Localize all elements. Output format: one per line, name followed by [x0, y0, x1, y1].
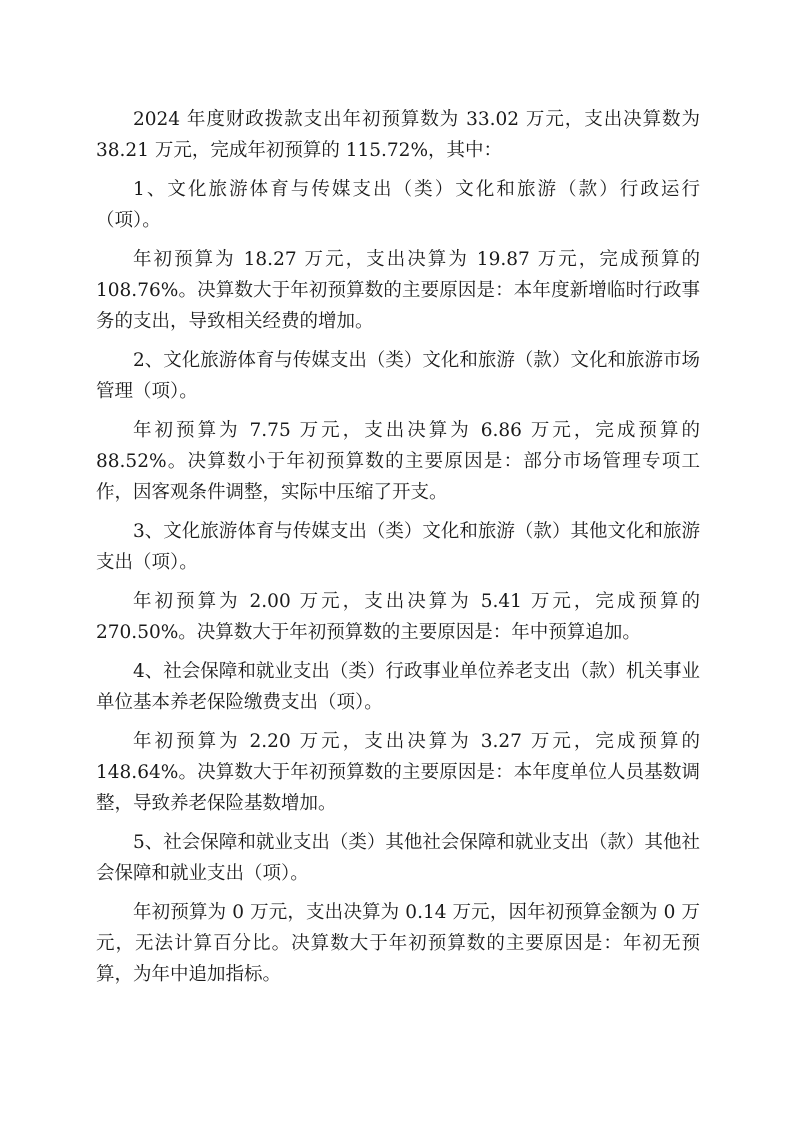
item-2-detail: 年初预算为 7.75 万元，支出决算为 6.86 万元，完成预算的 88.52%。决算数小于年初预算数的主要原因是：部分市场管理专项工作，因客观条件调整，实际中压缩了开支。: [96, 420, 700, 503]
item-4-heading: 4、社会保障和就业支出（类）行政事业单位养老支出（款）机关事业单位基本养老保险缴费支出（项）。: [96, 661, 700, 713]
item-5-heading: 5、社会保障和就业支出（类）其他社会保障和就业支出（款）其他社会保障和就业支出（项）。: [96, 832, 700, 884]
item-3-detail: 年初预算为 2.00 万元，支出决算为 5.41 万元，完成预算的 270.50%。决算数大于年初预算数的主要原因是：年中预算追加。: [96, 591, 700, 643]
item-2-heading: 2、文化旅游体育与传媒支出（类）文化和旅游（款）文化和旅游市场管理（项）。: [96, 350, 700, 402]
item-1-detail: 年初预算为 18.27 万元，支出决算为 19.87 万元，完成预算的 108.76%。决算数大于年初预算数的主要原因是：本年度新增临时行政事务的支出，导致相关经费的增加。: [96, 249, 700, 332]
item-5-detail: 年初预算为 0 万元，支出决算为 0.14 万元，因年初预算金额为 0 万元，无法计算百分比。决算数大于年初预算数的主要原因是：年初无预算，为年中追加指标。: [96, 902, 700, 985]
item-3-heading: 3、文化旅游体育与传媒支出（类）文化和旅游（款）其他文化和旅游支出（项）。: [96, 521, 700, 573]
intro-paragraph: 2024 年度财政拨款支出年初预算数为 33.02 万元，支出决算数为 38.21 万元，完成年初预算的 115.72%，其中：: [96, 109, 700, 161]
document-page: [96, 104, 700, 998]
item-4-detail: 年初预算为 2.20 万元，支出决算为 3.27 万元，完成预算的 148.64%。决算数大于年初预算数的主要原因是：本年度单位人员基数调整，导致养老保险基数增加。: [96, 731, 700, 814]
item-1-heading: 1、文化旅游体育与传媒支出（类）文化和旅游（款）行政运行（项）。: [96, 179, 700, 231]
